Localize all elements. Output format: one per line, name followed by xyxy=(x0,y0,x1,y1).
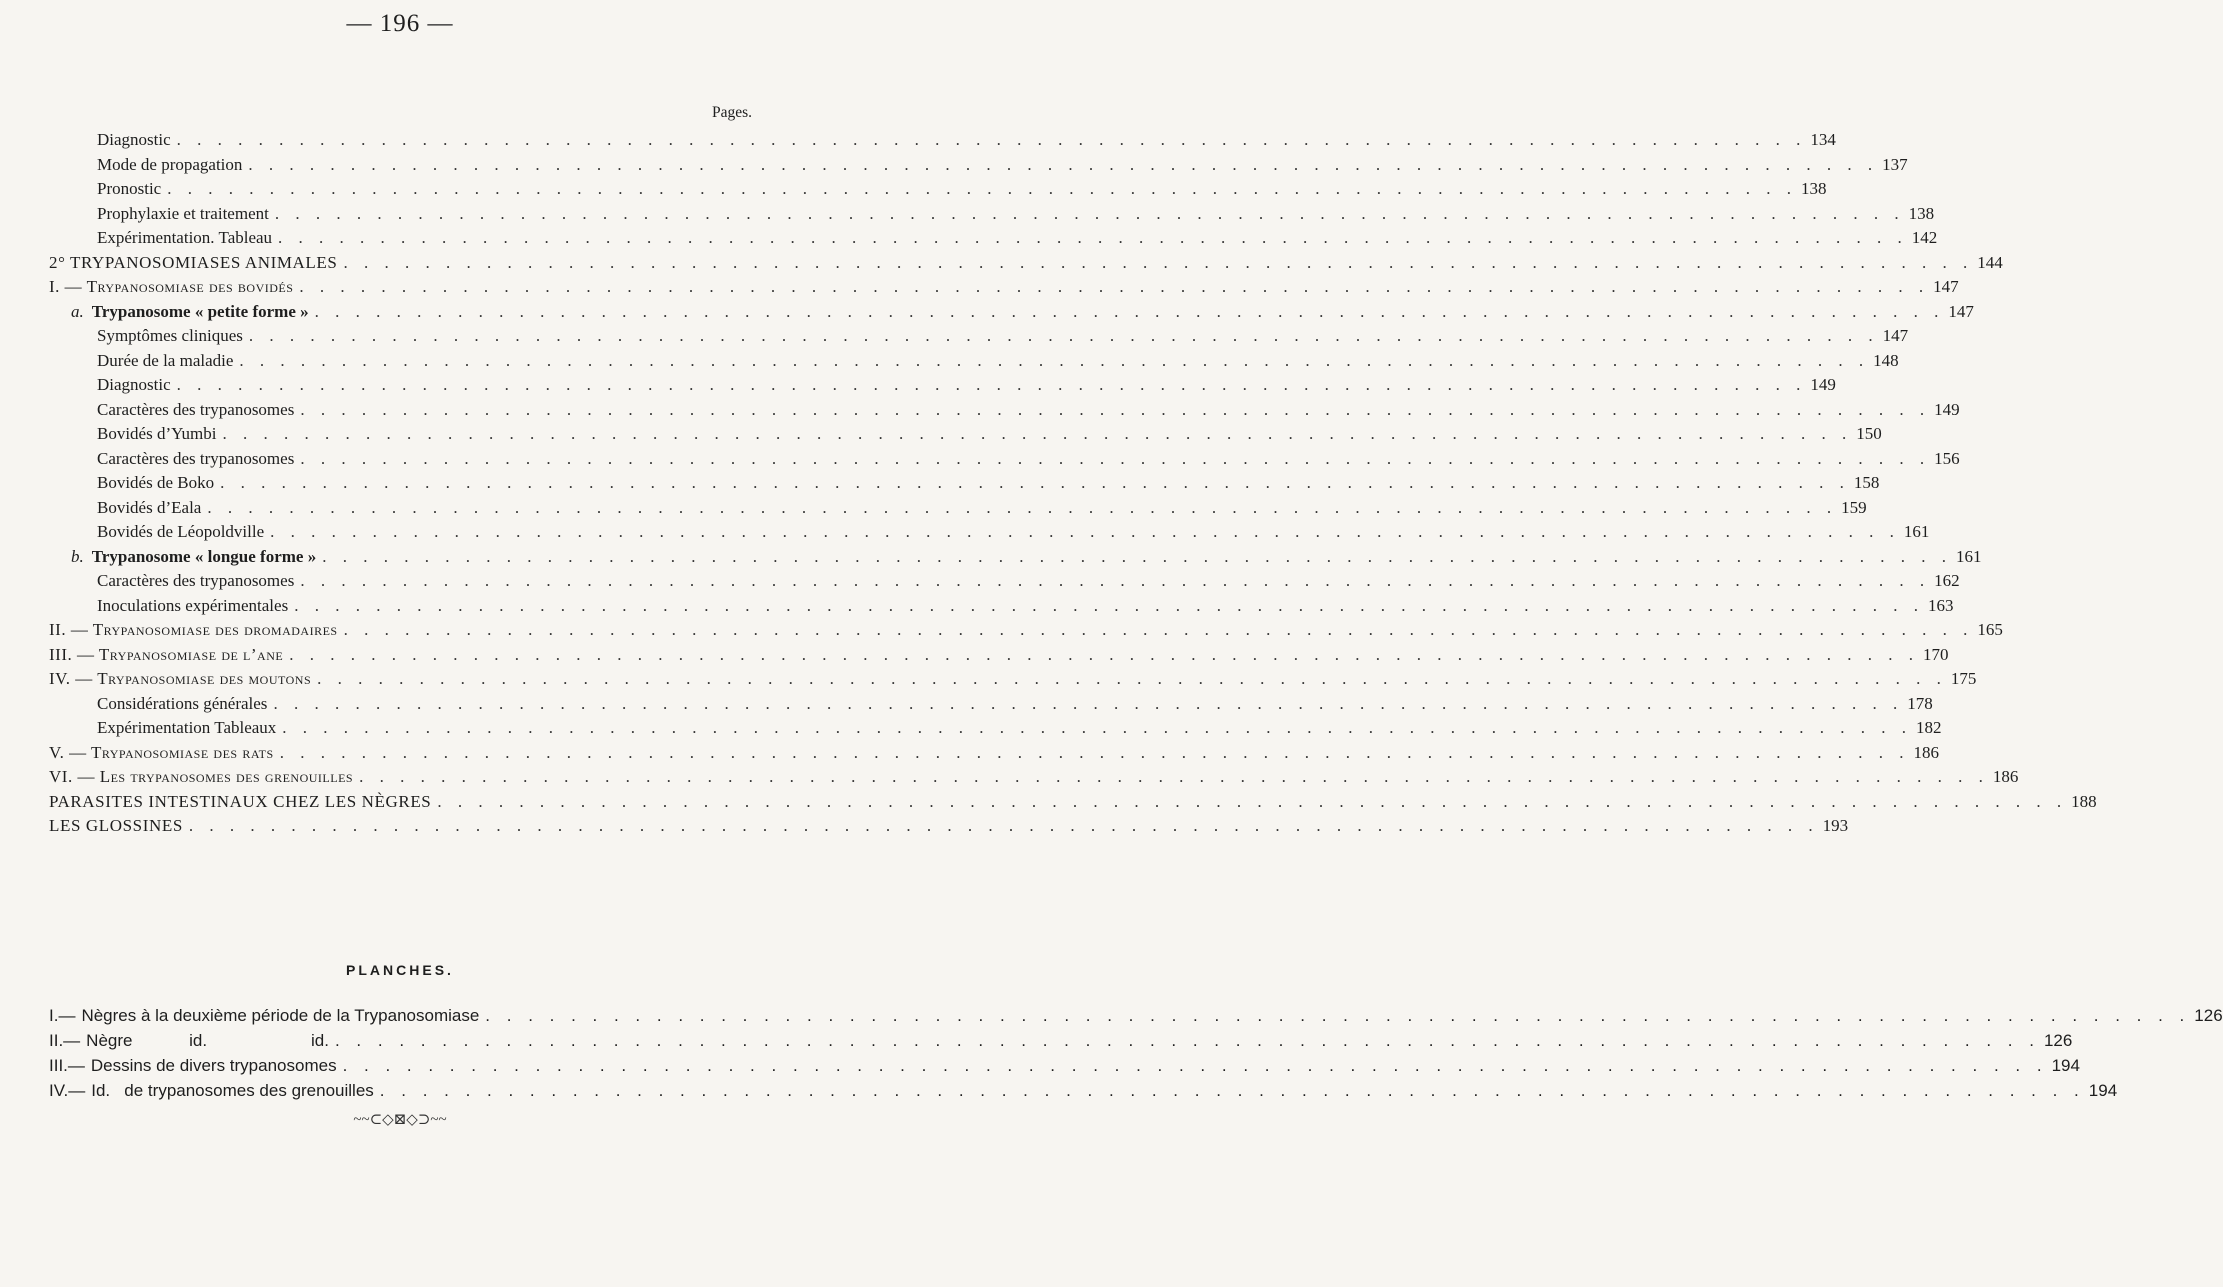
toc-entry xyxy=(97,522,1930,546)
planche-dash: — xyxy=(58,1006,76,1025)
toc-entry-page: 165 xyxy=(1977,620,2003,639)
toc-entry-page: 147 xyxy=(1948,301,1974,321)
planche-entry xyxy=(49,1056,2080,1080)
leader-dots: . . . . . . . . . . . . . . . . . . . . . . . . . . . . . . . . . . . . . . . . . . . . . . . . . . . . . . . . . . . . . . . . . . . . . . . . . . . . . . . . xyxy=(176,375,1807,394)
toc-entry-page: 137 xyxy=(1882,154,1908,174)
leader-dots: . . . . . . . . . . . . . . . . . . . . . . . . . . . . . . . . . . . . . . . . . . . . . . . . . . . . . . . . . . . . . . . . . . . . . . . . . . . . . . . . xyxy=(294,595,1924,615)
planche-text: Nègre id. id. xyxy=(86,1031,329,1050)
toc-entry xyxy=(49,816,1849,840)
leader-dots: . . . . . . . . . . . . . . . . . . . . . . . . . . . . . . . . . . . . . . . . . . . . . . . . . . . . . . . . . . . . . . . . . . . . . . . . . . . . . . . . xyxy=(300,571,1931,590)
toc-entry-page: 193 xyxy=(1822,816,1849,835)
leader-dots: . . . . . . . . . . . . . . . . . . . . . . . . . . . . . . . . . . . . . . . . . . . . . . . . . . . . . . . . . . . . . . . . . . . . . . . . . . . . . . . . xyxy=(334,1031,2040,1050)
toc-entry-label: Bovidés de Boko xyxy=(97,473,215,492)
toc-entry xyxy=(97,203,1935,228)
toc-entry-page: 138 xyxy=(1800,179,1827,198)
toc-entry-label: Considérations générales xyxy=(97,693,268,713)
toc-entry-label: Trypanosome « petite forme » xyxy=(91,301,309,321)
leader-dots: . . . . . . . . . . . . . . . . . . . . . . . . . . . . . . . . . . . . . . . . . . . . . . . . . . . . . . . . . . . . . . . . . . . . . . . . . . . . . . . . xyxy=(279,742,1910,762)
toc-entry xyxy=(97,448,1960,473)
toc-entry-page: 178 xyxy=(1907,693,1933,713)
toc-entry-page: 158 xyxy=(1853,473,1880,492)
toc-entry-page: 147 xyxy=(1882,326,1909,345)
toc-entry-page: 148 xyxy=(1873,350,1899,370)
leader-dots: . . . . . . . . . . . . . . . . . . . . . . . . . . . . . . . . . . . . . . . . . . . . . . . . . . . . . . . . . . . . . . . . . . . . . . . . . . . . . . . . xyxy=(176,130,1807,149)
toc-entry-label: Diagnostic xyxy=(97,375,171,394)
toc-entry-label: LES GLOSSINES xyxy=(49,816,183,835)
toc-entry xyxy=(97,399,1960,424)
leader-dots: . . . . . . . . . . . . . . . . . . . . . . . . . . . . . . . . . . . . . . . . . . . . . . . . . . . . . . . . . . . . . . . . . . . . . . . . . . . . . . . . xyxy=(300,448,1931,468)
toc-entry-page: 150 xyxy=(1856,424,1882,443)
leader-dots: . . . . . . . . . . . . . . . . . . . . . . . . . . . . . . . . . . . . . . . . . . . . . . . . . . . . . . . . . . . . . . . . . . . . . . . . . . . . . . . . xyxy=(222,424,1853,443)
toc-entry xyxy=(97,375,1836,399)
leader-dots: . . . . . . . . . . . . . . . . . . . . . . . . . . . . . . . . . . . . . . . . . . . . . . . . . . . . . . . . . . . . . . . . . . . . . . . . . . . . . . . . xyxy=(282,718,1913,737)
leader-dots: . . . . . . . . . . . . . . . . . . . . . . . . . . . . . . . . . . . . . . . . . . . . . . . . . . . . . . . . . . . . . . . . . . . . . . . . . . . . . . . . xyxy=(343,252,1974,272)
toc-entry-page: 144 xyxy=(1977,252,2003,272)
toc-entry-page: 162 xyxy=(1934,571,1960,590)
toc-entry-label: IV. — Trypanosomiase des moutons xyxy=(49,669,312,688)
planche-entry xyxy=(49,1081,2118,1105)
toc-entry xyxy=(71,301,1974,326)
toc-entry-page: 149 xyxy=(1934,399,1960,419)
planche-number: I. xyxy=(49,1006,59,1025)
leader-dots: . . . . . . . . . . . . . . . . . . . . . . . . . . . . . . . . . . . . . . . . . . . . . . . . . . . . . . . . . . . . . . . . . . . . . . . . . . . . . . . . xyxy=(299,277,1930,296)
leader-dots: . . . . . . . . . . . . . . . . . . . . . . . . . . . . . . . . . . . . . . . . . . . . . . . . . . . . . . . . . . . . . . . . . . . . . . . . . . . . . . . . xyxy=(359,767,1989,786)
toc-entry xyxy=(97,595,1954,620)
toc-entry-label: Mode de propagation xyxy=(97,154,243,174)
leader-dots: . . . . . . . . . . . . . . . . . . . . . . . . . . . . . . . . . . . . . . . . . . . . . . . . . . . . . . . . . . . . . . . . . . . . . . . . . . . . . . . . xyxy=(220,473,1850,492)
leader-dots: . . . . . . . . . . . . . . . . . . . . . . . . . . . . . . . . . . . . . . . . . . . . . . . . . . . . . . . . . . . . . . . . . . . . . . . . . . . . . . . . xyxy=(270,522,1900,541)
toc-entry-page: 142 xyxy=(1911,228,1938,247)
toc-entry-label: Caractères des trypanosomes xyxy=(97,399,295,419)
leader-dots: . . . . . . . . . . . . . . . . . . . . . . . . . . . . . . . . . . . . . . . . . . . . . . . . . . . . . . . . . . . . . . . . . . . . . . . . . . . . . . . . xyxy=(314,301,1945,321)
leader-dots: . . . . . . . . . . . . . . . . . . . . . . . . . . . . . . . . . . . . . . . . . . . . . . . . . . . . . . . . . . . . . . . . . . . . . . . . . . . . . . . . xyxy=(342,1056,2048,1075)
toc-entry xyxy=(97,228,1938,252)
toc-entry xyxy=(97,497,1867,522)
toc-entry xyxy=(97,571,1960,595)
toc-entry xyxy=(49,277,1959,301)
toc-entry-page: 156 xyxy=(1934,448,1960,468)
planche-text: Id. de trypanosomes des grenouilles xyxy=(91,1081,374,1100)
toc-entry-label: Bovidés d’Yumbi xyxy=(97,424,217,443)
leader-dots: . . . . . . . . . . . . . . . . . . . . . . . . . . . . . . . . . . . . . . . . . . . . . . . . . . . . . . . . . . . . . . . . . . . . . . . . . . . . . . . . xyxy=(188,816,1819,835)
end-ornament: ~~⊂◇⊠◇⊃~~ xyxy=(353,1112,447,1128)
toc-entry xyxy=(71,546,1982,571)
toc-entry-label: Trypanosome « longue forme » xyxy=(91,546,317,566)
toc-entry-page: 163 xyxy=(1927,595,1954,615)
planche-number: III. xyxy=(49,1056,68,1075)
toc-entry-page: 161 xyxy=(1955,546,1982,566)
toc-entry-label: Caractères des trypanosomes xyxy=(97,571,295,590)
planche-page: 194 xyxy=(2051,1056,2080,1075)
toc-entry xyxy=(49,644,1949,669)
toc-entry-page: 149 xyxy=(1810,375,1836,394)
toc-entry xyxy=(97,350,1899,375)
toc-entry-label: Pronostic xyxy=(97,179,162,198)
toc-entry-page: 182 xyxy=(1916,718,1942,737)
toc-entry-page: 188 xyxy=(2071,791,2097,811)
toc-entry-label: Prophylaxie et traitement xyxy=(97,203,269,223)
toc-entry-label: I. — Trypanosomiase des bovidés xyxy=(49,277,294,296)
planche-dash: — xyxy=(67,1056,85,1075)
leader-dots: . . . . . . . . . . . . . . . . . . . . . . . . . . . . . . . . . . . . . . . . . . . . . . . . . . . . . . . . . . . . . . . . . . . . . . . . . . . . . . . . xyxy=(248,154,1879,174)
toc-entry xyxy=(49,791,2097,816)
toc-entry-page: 161 xyxy=(1903,522,1930,541)
toc-entry xyxy=(49,669,1977,693)
leader-dots: . . . . . . . . . . . . . . . . . . . . . . . . . . . . . . . . . . . . . . . . . . . . . . . . . . . . . . . . . . . . . . . . . . . . . . . . . . . . . . . . xyxy=(379,1081,2085,1100)
toc-entry-label: III. — Trypanosomiase de l’ane xyxy=(49,644,284,664)
toc-entry-page: 159 xyxy=(1841,497,1867,517)
planches-title: PLANCHES. xyxy=(346,962,454,978)
toc-entry xyxy=(97,326,1909,350)
toc-entry-label: 2° TRYPANOSOMIASES ANIMALES xyxy=(49,252,338,272)
leader-dots: . . . . . . . . . . . . . . . . . . . . . . . . . . . . . . . . . . . . . . . . . . . . . . . . . . . . . . . . . . . . . . . . . . . . . . . . . . . . . . . . xyxy=(273,693,1904,713)
toc-entry-label: Expérimentation Tableaux xyxy=(97,718,277,737)
leader-dots: . . . . . . . . . . . . . . . . . . . . . . . . . . . . . . . . . . . . . . . . . . . . . . . . . . . . . . . . . . . . . . . . . . . . . . . . . . . . . . . . xyxy=(274,203,1905,223)
leader-dots: . . . . . . . . . . . . . . . . . . . . . . . . . . . . . . . . . . . . . . . . . . . . . . . . . . . . . . . . . . . . . . . . . . . . . . . . . . . . . . . . xyxy=(485,1006,2191,1025)
toc-entry xyxy=(97,154,1908,179)
planche-page: 126 xyxy=(2194,1006,2223,1025)
planche-dash: — xyxy=(63,1031,81,1050)
leader-dots: . . . . . . . . . . . . . . . . . . . . . . . . . . . . . . . . . . . . . . . . . . . . . . . . . . . . . . . . . . . . . . . . . . . . . . . . . . . . . . . . xyxy=(278,228,1908,247)
toc-entry-page: 175 xyxy=(1950,669,1977,688)
toc-entry-prefix: b. xyxy=(71,546,84,566)
toc-entry-label: VI. — Les trypanosomes des grenouilles xyxy=(49,767,354,786)
toc-entry-label: Bovidés de Léopoldville xyxy=(97,522,265,541)
planche-number: II. xyxy=(49,1031,64,1050)
toc-entry xyxy=(97,693,1933,718)
toc-entry xyxy=(49,252,2003,277)
leader-dots: . . . . . . . . . . . . . . . . . . . . . . . . . . . . . . . . . . . . . . . . . . . . . . . . . . . . . . . . . . . . . . . . . . . . . . . . . . . . . . . . xyxy=(207,497,1838,517)
toc-entry xyxy=(49,767,2019,791)
leader-dots: . . . . . . . . . . . . . . . . . . . . . . . . . . . . . . . . . . . . . . . . . . . . . . . . . . . . . . . . . . . . . . . . . . . . . . . . . . . . . . . . xyxy=(239,350,1870,370)
toc-entry xyxy=(97,424,1882,448)
toc-entry-label: Expérimentation. Tableau xyxy=(97,228,273,247)
leader-dots: . . . . . . . . . . . . . . . . . . . . . . . . . . . . . . . . . . . . . . . . . . . . . . . . . . . . . . . . . . . . . . . . . . . . . . . . . . . . . . . . xyxy=(289,644,1919,664)
toc-entry-label: Diagnostic xyxy=(97,130,171,149)
leader-dots: . . . . . . . . . . . . . . . . . . . . . . . . . . . . . . . . . . . . . . . . . . . . . . . . . . . . . . . . . . . . . . . . . . . . . . . . . . . . . . . . xyxy=(437,791,2068,811)
toc-entry-page: 134 xyxy=(1810,130,1836,149)
planche-dash: — xyxy=(68,1081,86,1100)
leader-dots: . . . . . . . . . . . . . . . . . . . . . . . . . . . . . . . . . . . . . . . . . . . . . . . . . . . . . . . . . . . . . . . . . . . . . . . . . . . . . . . . xyxy=(322,546,1952,566)
toc-entry-prefix: a. xyxy=(71,301,84,321)
planche-text: Dessins de divers trypanosomes xyxy=(90,1056,337,1075)
toc-entry-label: Durée de la maladie xyxy=(97,350,234,370)
planche-entry xyxy=(49,1031,2073,1055)
toc-entry-label: Caractères des trypanosomes xyxy=(97,448,295,468)
pages-column-label: Pages. xyxy=(711,104,752,121)
page-number-header: — 196 — xyxy=(346,10,454,37)
planche-text: Nègres à la deuxième période de la Trypanosomiase xyxy=(81,1006,480,1025)
leader-dots: . . . . . . . . . . . . . . . . . . . . . . . . . . . . . . . . . . . . . . . . . . . . . . . . . . . . . . . . . . . . . . . . . . . . . . . . . . . . . . . . xyxy=(300,399,1931,419)
leader-dots: . . . . . . . . . . . . . . . . . . . . . . . . . . . . . . . . . . . . . . . . . . . . . . . . . . . . . . . . . . . . . . . . . . . . . . . . . . . . . . . . xyxy=(343,620,1974,639)
toc-entry xyxy=(49,742,1939,767)
toc-entry xyxy=(97,473,1880,497)
planche-page: 126 xyxy=(2043,1031,2073,1050)
leader-dots: . . . . . . . . . . . . . . . . . . . . . . . . . . . . . . . . . . . . . . . . . . . . . . . . . . . . . . . . . . . . . . . . . . . . . . . . . . . . . . . . xyxy=(248,326,1879,345)
planche-entry xyxy=(49,1006,2223,1030)
toc-entry-label: Inoculations expérimentales xyxy=(97,595,289,615)
toc-entry xyxy=(97,179,1827,203)
planche-number: IV. xyxy=(49,1081,69,1100)
toc-entry-page: 170 xyxy=(1922,644,1949,664)
toc-entry-page: 186 xyxy=(1913,742,1939,762)
toc-entry xyxy=(49,620,2003,644)
leader-dots: . . . . . . . . . . . . . . . . . . . . . . . . . . . . . . . . . . . . . . . . . . . . . . . . . . . . . . . . . . . . . . . . . . . . . . . . . . . . . . . . xyxy=(317,669,1947,688)
toc-entry-label: Bovidés d’Eala xyxy=(97,497,202,517)
toc-entry xyxy=(97,130,1836,154)
toc-entry-label: V. — Trypanosomiase des rats xyxy=(49,742,274,762)
toc-entry-label: PARASITES INTESTINAUX CHEZ LES NÈGRES xyxy=(49,791,432,811)
toc-entry xyxy=(97,718,1942,742)
leader-dots: . . . . . . . . . . . . . . . . . . . . . . . . . . . . . . . . . . . . . . . . . . . . . . . . . . . . . . . . . . . . . . . . . . . . . . . . . . . . . . . . xyxy=(167,179,1797,198)
toc-entry-label: II. — Trypanosomiase des dromadaires xyxy=(49,620,338,639)
planche-page: 194 xyxy=(2088,1081,2118,1100)
toc-entry-page: 138 xyxy=(1908,203,1935,223)
toc-entry-page: 147 xyxy=(1933,277,1959,296)
toc-entry-page: 186 xyxy=(1992,767,2019,786)
toc-entry-label: Symptômes cliniques xyxy=(97,326,243,345)
